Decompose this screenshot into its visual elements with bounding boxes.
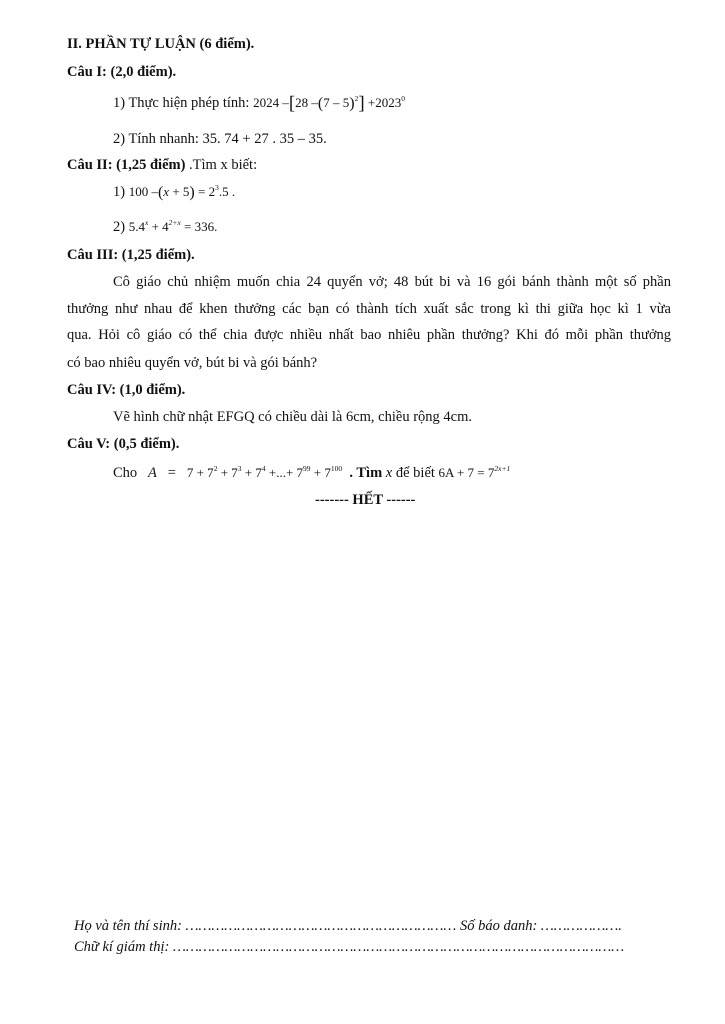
question-2-part-1-label: 1) — [113, 184, 126, 200]
question-5-cho: Cho — [113, 465, 138, 481]
condition-exponent: 2x+1 — [494, 464, 511, 473]
question-5-condition — [439, 465, 511, 480]
series-part-2: + 7 — [217, 465, 238, 480]
footer-sign-line — [74, 939, 624, 956]
question-3-line-3: qua. Hỏi cô giáo có thể chia được nhiều nhất bao nhiêu phần thưởng? Khi đó mỗi phần thưởng — [67, 327, 671, 343]
eq-paren-close: ) — [189, 184, 195, 201]
series-exp-4: 4 — [261, 464, 266, 473]
eq-term-100: 100 — [128, 184, 149, 199]
series-part-1: 7 + 7 — [186, 465, 214, 480]
question-5-tim: . Tìm — [349, 465, 383, 481]
expr-term-2024: 2024 — [253, 95, 280, 110]
question-2-part-2 — [113, 219, 217, 236]
section-title: II. PHẦN TỰ LUẬN (6 điểm). — [67, 36, 255, 52]
expr-bracket-open: [ — [288, 93, 296, 114]
question-5-series — [187, 465, 342, 480]
series-part-4: +...+ 7 — [265, 465, 304, 480]
supervisor-signature-label: Chữ kí giám thị: — [74, 939, 170, 955]
question-1-heading: Câu I: (2,0 điểm). — [67, 64, 177, 80]
series-exp-100: 100 — [330, 464, 343, 473]
expr-plus: + — [367, 95, 376, 110]
question-4-text: Vẽ hình chữ nhật EFGQ có chiều dài là 6cm, chiều rộng 4cm. — [113, 409, 472, 425]
question-3-line-1: Cô giáo chủ nhiệm muốn chia 24 quyển vở; 48 bút bi và 16 gói bánh thành một số phần — [113, 274, 671, 290]
eq2-dot: . — [214, 219, 218, 234]
eq-exponent-3: 3 — [215, 183, 219, 192]
question-1-part-1-label: 1) Thực hiện phép tính: — [113, 95, 250, 111]
supervisor-signature-field: …………………………………………………………………………………………… — [172, 939, 625, 955]
question-5-de-biet: để biết — [395, 465, 435, 481]
expr-minus: – — [282, 95, 289, 110]
question-1-part-1 — [113, 93, 405, 115]
question-5-text — [113, 465, 510, 482]
expr-paren-close: ) — [349, 95, 355, 112]
expr-exponent-2: 2 — [354, 94, 359, 103]
footer-name-line — [74, 918, 622, 935]
question-1-expression — [253, 93, 405, 114]
candidate-number-label: Số báo danh: — [459, 918, 538, 934]
expr-minus-3: – — [333, 95, 340, 110]
eq2-plus: + — [151, 219, 159, 234]
eq-term-5: 5 — [182, 184, 190, 199]
question-5-equals: = — [167, 465, 176, 481]
eq-paren-open: ( — [157, 184, 164, 201]
question-2-part-1-equation — [129, 184, 235, 199]
eq2-exponent-2-plus-x: 2+x — [168, 218, 181, 227]
eq2-exponent-x: x — [144, 218, 149, 227]
eq2-term-5-4: 5.4 — [128, 219, 145, 234]
eq-minus: – — [151, 184, 158, 199]
question-2-part-2-label: 2) — [113, 219, 126, 235]
question-1-part-2: 2) Tính nhanh: 35. 74 + 27 . 35 – 35. — [113, 131, 327, 147]
question-3-heading: Câu III: (1,25 điểm). — [67, 247, 195, 263]
eq-var-x: x — [163, 184, 170, 199]
series-exp-3: 3 — [237, 464, 242, 473]
candidate-number-field: ………………. — [540, 918, 622, 934]
question-2-part-2-equation — [129, 219, 218, 234]
expr-term-28: 28 — [295, 95, 309, 110]
question-5-var-x: x — [385, 465, 393, 481]
question-5-heading: Câu V: (0,5 điểm). — [67, 436, 180, 452]
expr-paren-open: ( — [317, 95, 324, 112]
expr-term-2023: 2023 — [375, 95, 402, 110]
eq-equals: = — [198, 184, 206, 199]
series-exp-2: 2 — [213, 464, 218, 473]
expr-minus-2: – — [311, 95, 318, 110]
expr-exponent-0: 0 — [401, 94, 405, 103]
expr-term-7: 7 — [323, 95, 330, 110]
series-exp-99: 99 — [303, 464, 311, 473]
eq-plus: + — [172, 184, 180, 199]
question-2-part-1 — [113, 184, 235, 202]
eq2-term-4: 4 — [162, 219, 169, 234]
question-3-line-2: thưởng như nhau để khen thưởng các bạn có thành tích xuất sắc trong kì thi giữa học kì 1 vừa — [67, 301, 671, 317]
end-mark: ------- HẾT ------ — [315, 492, 416, 508]
question-5-var-a: A — [148, 465, 157, 481]
question-2-heading — [67, 157, 257, 174]
eq2-rhs: = 336 — [184, 219, 215, 234]
question-3-line-4: có bao nhiêu quyển vở, bút bi và gói bánh? — [67, 355, 318, 371]
expr-bracket-close: ] — [358, 93, 365, 114]
question-4-heading: Câu IV: (1,0 điểm). — [67, 382, 186, 398]
candidate-name-label: Họ và tên thí sinh: — [74, 918, 182, 934]
eq-tail: .5 . — [218, 184, 236, 199]
condition-lhs: 6A + 7 = 7 — [438, 465, 495, 480]
question-2-heading-bold: Câu II: (1,25 điểm) — [67, 157, 186, 173]
candidate-name-field: ……………………………………………………… — [185, 918, 457, 934]
expr-term-5: 5 — [342, 95, 350, 110]
eq-term-2: 2 — [208, 184, 216, 199]
series-part-3: + 7 — [241, 465, 262, 480]
question-2-heading-tail: .Tìm x biết: — [185, 157, 258, 173]
series-part-5: + 7 — [310, 465, 331, 480]
